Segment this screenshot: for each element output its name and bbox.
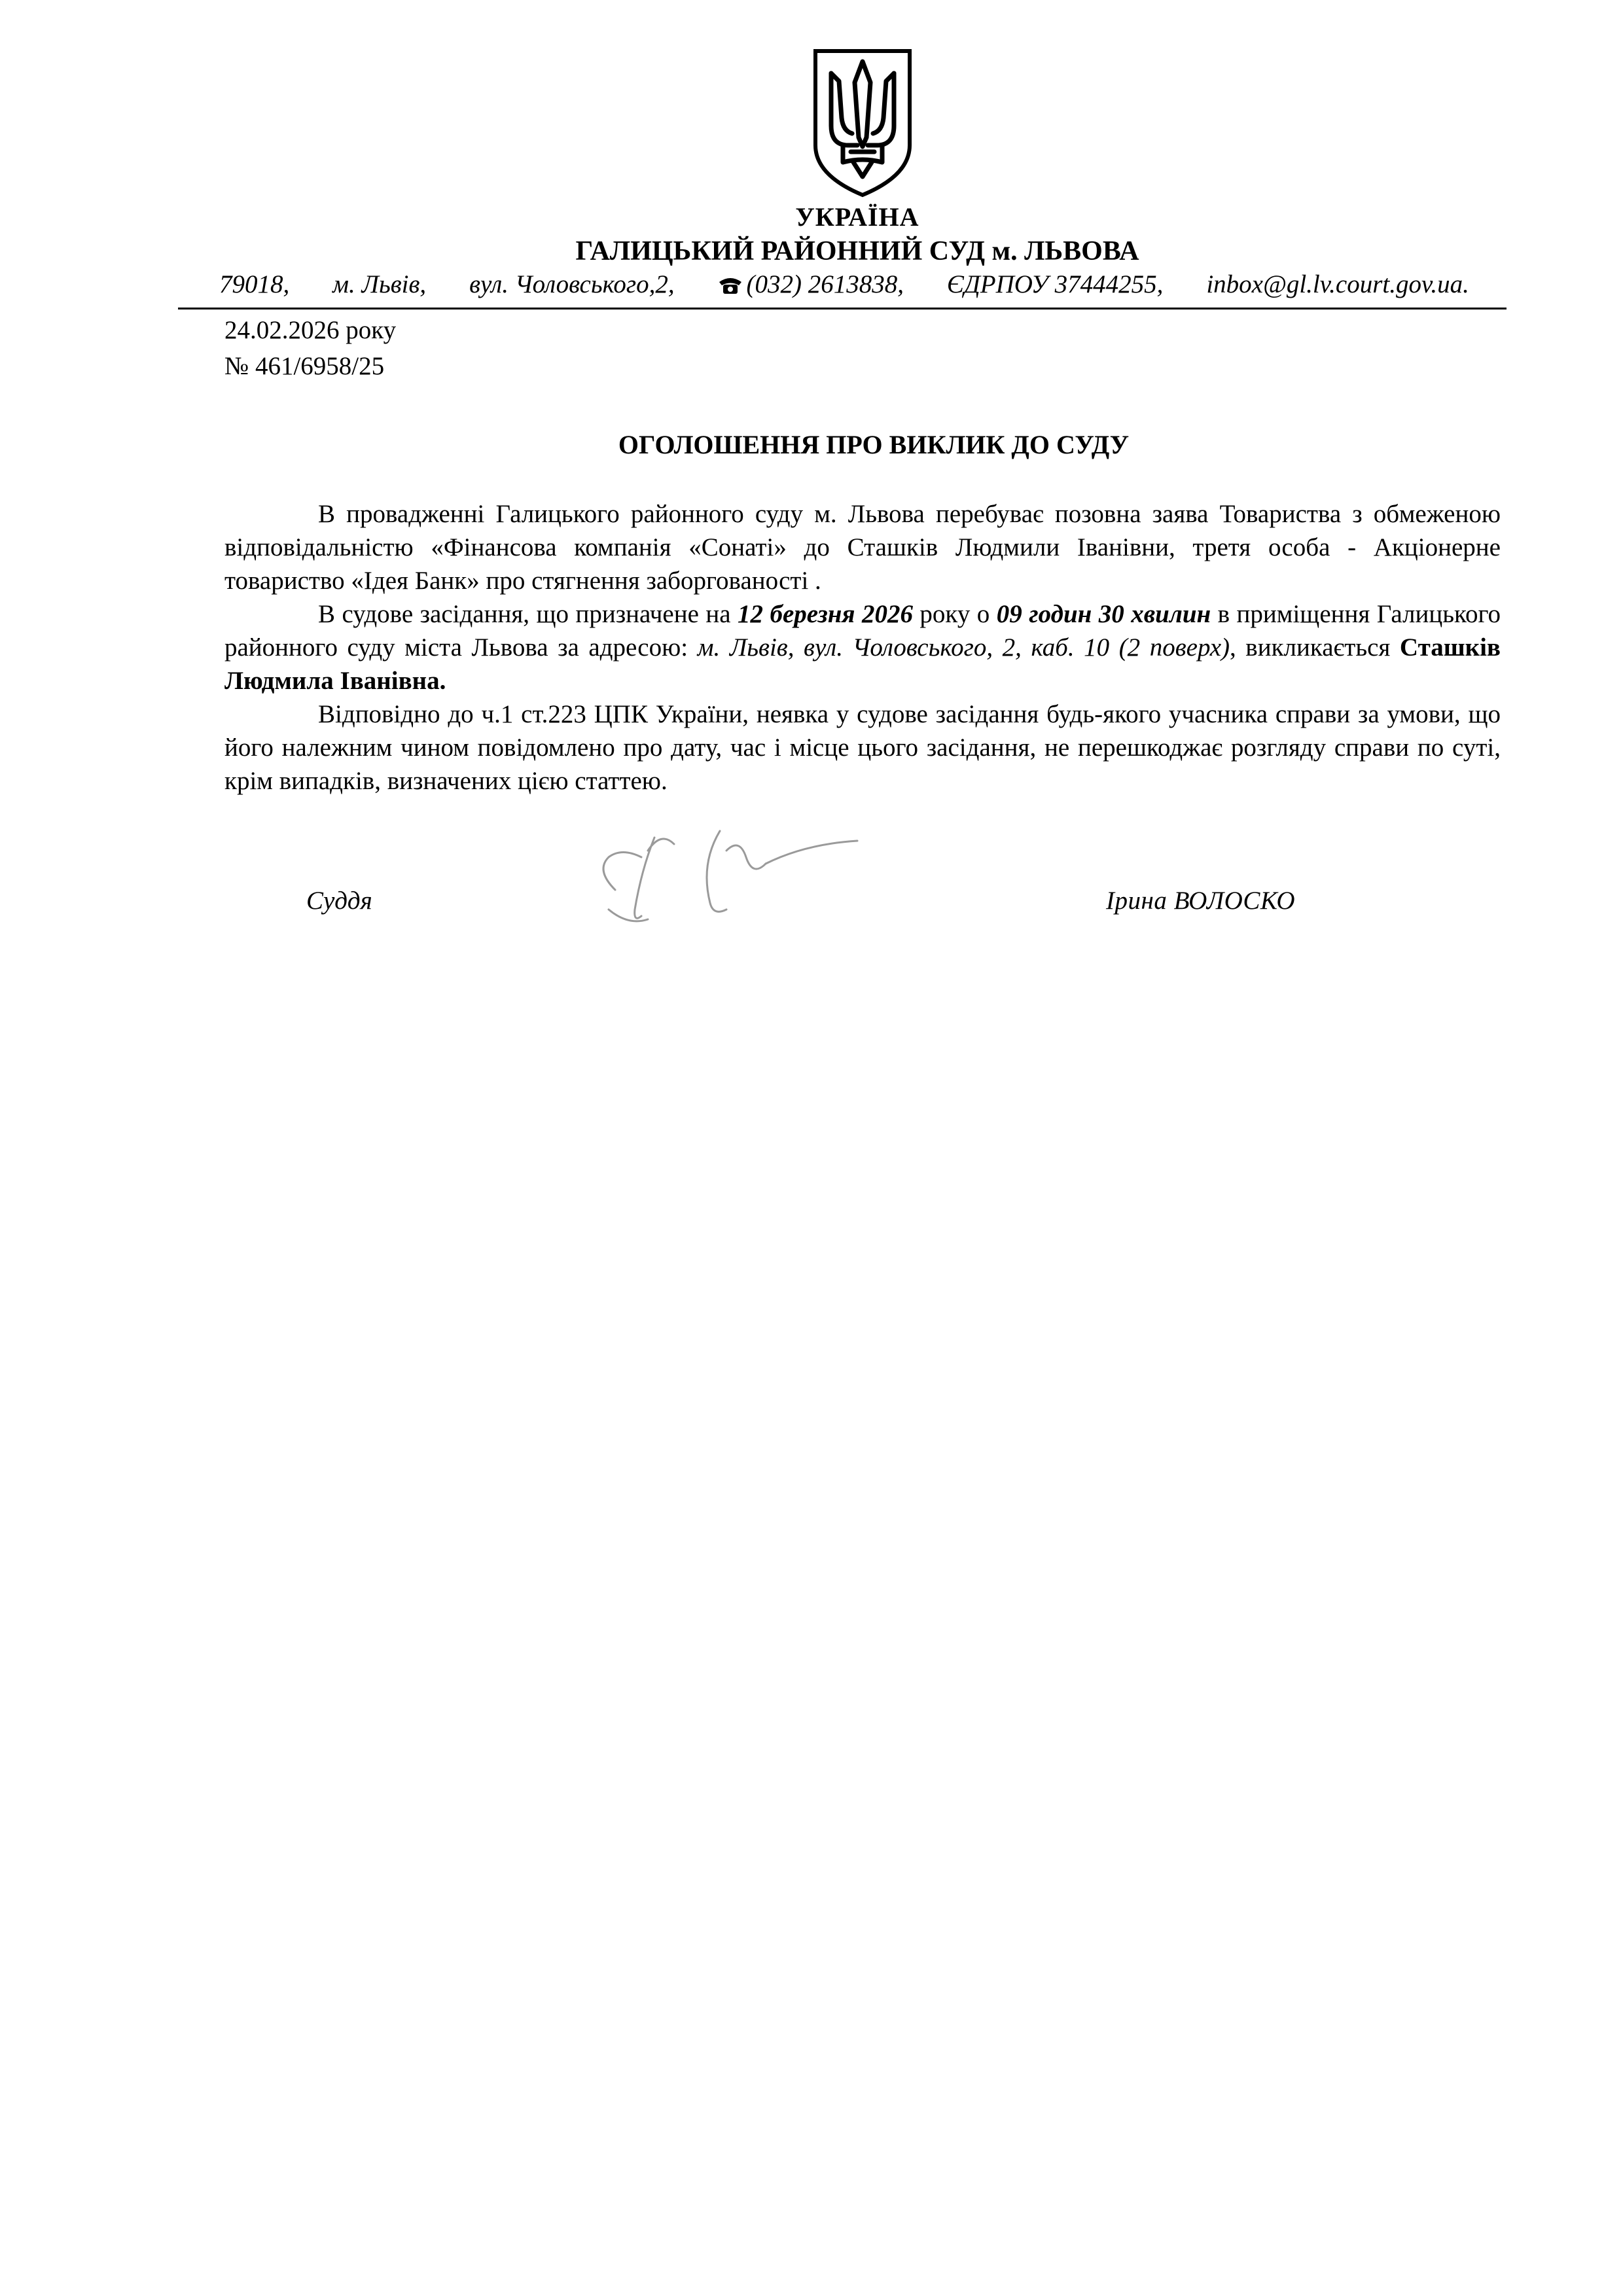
hearing-address: м. Львів, вул. Чоловського, 2, каб. 10 (2 поверх) (697, 633, 1230, 662)
telephone-icon (718, 275, 743, 295)
hearing-text-1: В судове засідання, що призначене на (318, 600, 738, 628)
hearing-date: 12 березня 2026 (738, 600, 913, 628)
hearing-text-4: , викликається (1230, 633, 1400, 662)
coat-of-arms-trident-icon (812, 47, 914, 199)
phone-group (718, 270, 904, 299)
court-contacts (219, 270, 1469, 299)
hearing-text-3: в приміщення Галицького районного суду міста Львова за адресою: (224, 600, 1501, 662)
header-divider (178, 308, 1507, 309)
judge-name: Ірина ВОЛОСКО (1106, 887, 1296, 915)
country-name: УКРАЇНА (795, 202, 919, 232)
street-address: вул. Чоловського,2, (469, 270, 675, 298)
judge-role: Суддя (306, 887, 372, 915)
hearing-time: 09 годин 30 хвилин (996, 600, 1211, 628)
document-date: 24.02.2026 року (224, 316, 397, 344)
paragraph-legal-basis: Відповідно до ч.1 ст.223 ЦПК України, неявка у судове засідання будь-якого учасника справи за умови, що його належним чином повідомлено про дату, час і місце цього засідання, не перешкоджає розгляду справи по суті, крім випадків, визначених цією статтею. (224, 700, 1501, 795)
notice-body (224, 497, 1501, 798)
postcode: 79018, (219, 270, 290, 298)
signature-block (0, 883, 1623, 936)
city: м. Львів, (332, 270, 427, 298)
summoned-person: Сташків Людмила Іванівна. (224, 633, 1501, 695)
handwritten-signature (569, 811, 910, 942)
edrpou-code: ЄДРПОУ 37444255, (946, 270, 1164, 298)
phone-number: (032) 2613838, (746, 270, 904, 298)
paragraph-hearing (224, 597, 1501, 698)
email-address: inbox@gl.lv.court.gov.ua. (1206, 270, 1469, 298)
court-name: ГАЛИЦЬКИЙ РАЙОННИЙ СУД м. ЛЬВОВА (575, 236, 1139, 266)
case-number: № 461/6958/25 (224, 352, 385, 380)
hearing-text-2: року о (912, 600, 997, 628)
paragraph-proceedings: В провадженні Галицького районного суду м. Львова перебуває позовна заява Товариства з обмеженою відповідальністю «Фінансова компанія «Сонаті» до Сташків Людмили Іванівни, третя особа - Акціонерне товариство «Ідея Банк» про стягнення заборгованості . (224, 500, 1501, 595)
document-title: ОГОЛОШЕННЯ ПРО ВИКЛИК ДО СУДУ (618, 430, 1130, 459)
